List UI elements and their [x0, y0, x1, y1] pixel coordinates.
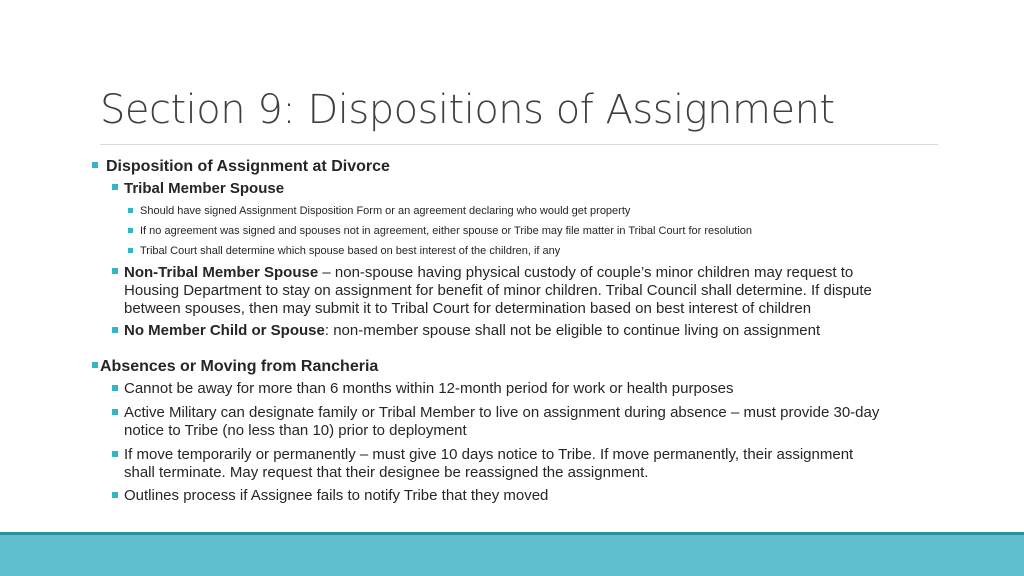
absence-point-3-line-2: shall terminate. May request that their designee be reassigned the assignment. [124, 464, 649, 481]
non-tribal-line-2: Housing Department to stay on assignment for benefit of minor children. Tribal Council shall determine. If dispute [124, 282, 872, 299]
heading-tribal-member-spouse: Tribal Member Spouse [124, 180, 285, 197]
square-bullet-icon [128, 248, 133, 253]
no-member-text: : non-member spouse shall not be eligible to continue living on assignment [324, 322, 821, 339]
absence-point-1: Cannot be away for more than 6 months within 12-month period for work or health purposes [124, 380, 734, 397]
no-member-block [124, 322, 820, 340]
square-bullet-icon [92, 362, 98, 368]
slide-title: Section 9: Dispositions of Assignment [100, 87, 835, 133]
square-bullet-icon [112, 184, 118, 190]
heading-absences: Absences or Moving from Rancheria [100, 358, 379, 375]
square-bullet-icon [128, 208, 133, 213]
absence-point-2-line-1: Active Military can designate family or Tribal Member to live on assignment during absence – must provide 30-day [124, 404, 880, 421]
non-tribal-line-3: between spouses, then may submit it to Tribal Court for determination based on best interest of children [124, 300, 812, 317]
non-tribal-member-spouse-block [124, 264, 1004, 318]
square-bullet-icon [112, 268, 118, 274]
square-bullet-icon [112, 327, 118, 333]
tribal-point-2: If no agreement was signed and spouses not in agreement, either spouse or Tribe may file matter in Tribal Court for resolution [140, 225, 753, 237]
absence-point-2 [124, 404, 1004, 440]
footer-bar [0, 535, 1024, 576]
no-member-label: No Member Child or Spouse [124, 322, 325, 339]
square-bullet-icon [128, 228, 133, 233]
heading-divorce: Disposition of Assignment at Divorce [106, 158, 390, 175]
square-bullet-icon [92, 162, 98, 168]
title-divider [100, 144, 938, 145]
non-tribal-line-1: – non-spouse having physical custody of couple’s minor children may request to [318, 264, 854, 281]
square-bullet-icon [112, 409, 118, 415]
square-bullet-icon [112, 492, 118, 498]
square-bullet-icon [112, 385, 118, 391]
absence-point-4: Outlines process if Assignee fails to notify Tribe that they moved [124, 487, 549, 504]
tribal-point-3: Tribal Court shall determine which spouse based on best interest of the children, if any [140, 245, 561, 257]
tribal-point-1: Should have signed Assignment Disposition Form or an agreement declaring who would get property [140, 205, 631, 217]
absence-point-2-line-2: notice to Tribe (no less than 10) prior to deployment [124, 422, 467, 439]
non-tribal-label: Non-Tribal Member Spouse [124, 264, 319, 281]
absence-point-3 [124, 446, 1004, 482]
absence-point-3-line-1: If move temporarily or permanently – must give 10 days notice to Tribe. If move permanently, their assignment [124, 446, 854, 463]
square-bullet-icon [112, 451, 118, 457]
